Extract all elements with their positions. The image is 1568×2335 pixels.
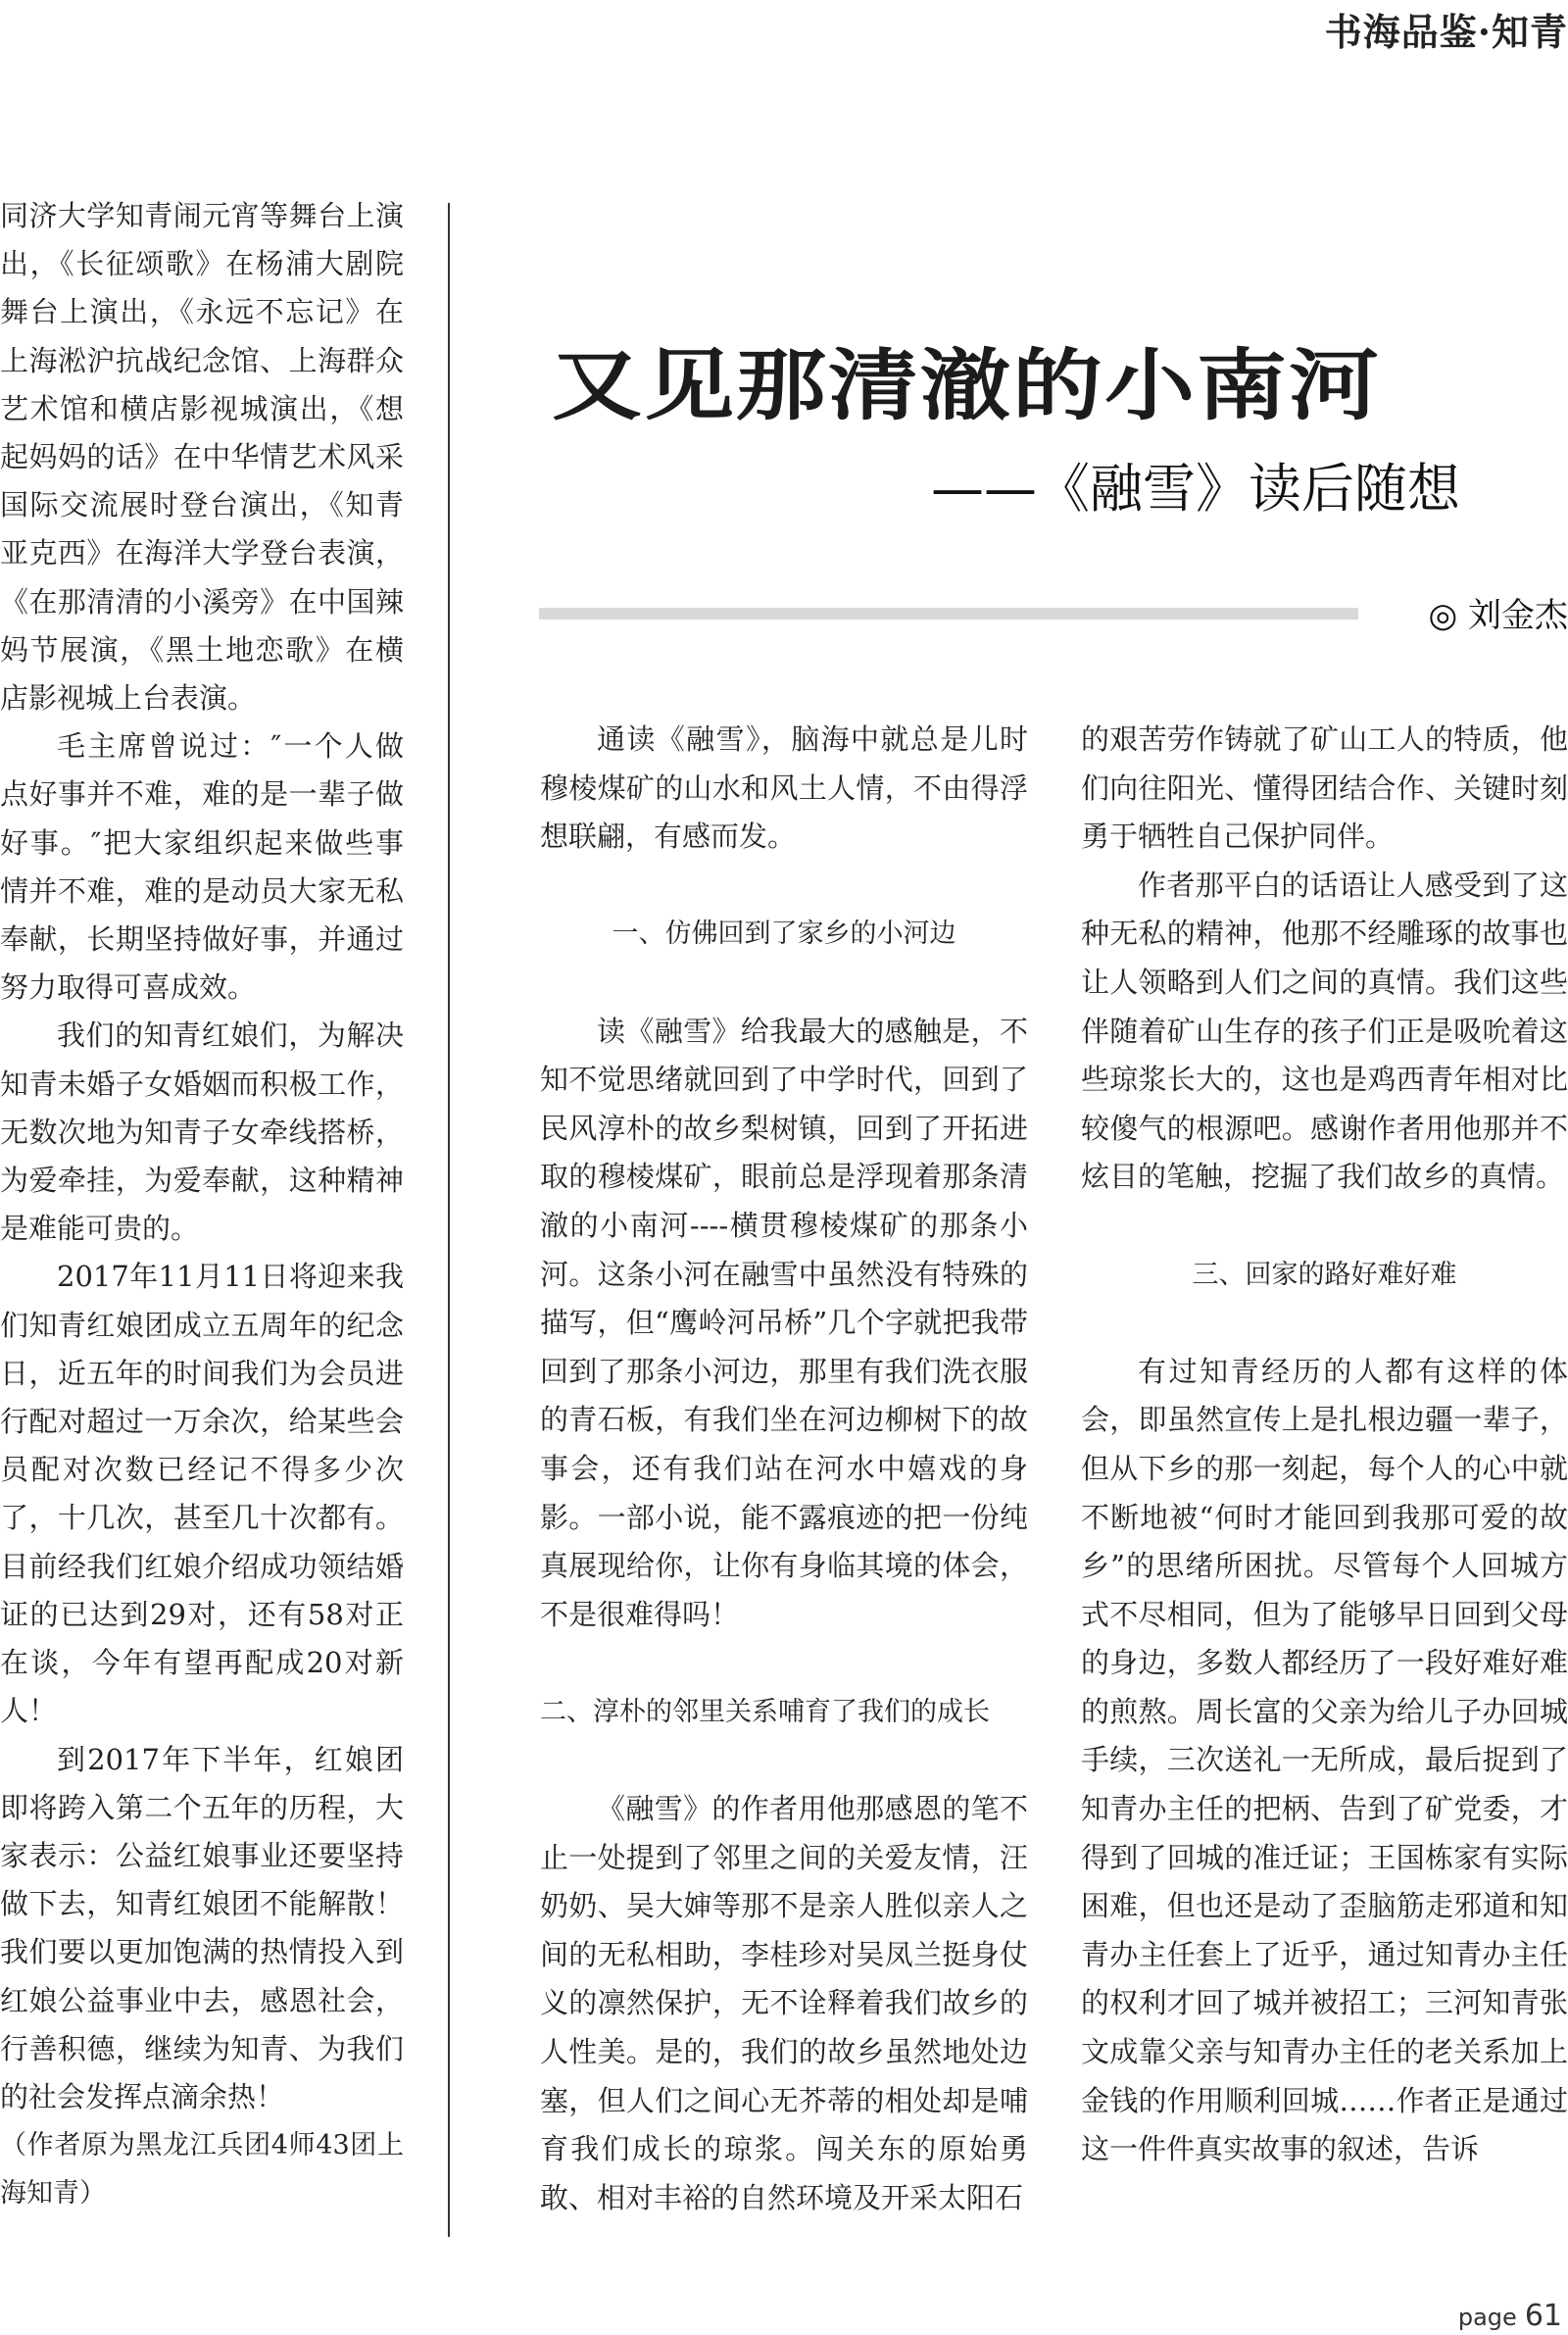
column-divider [448, 203, 450, 2237]
byline-rule [539, 608, 1358, 620]
page-number [1458, 2299, 1562, 2333]
paragraph: 毛主席曾说过：″一个人做点好事并不难，难的是一辈子做好事。″把大家组织起来做些事情并不难，难的是动员大家无私奉献，长期坚持做好事，并通过努力取得可喜成效。 [0, 729, 404, 1005]
article-title: 又见那清澈的小南河 [552, 340, 1382, 431]
paragraph: 同济大学知青闹元宵等舞台上演出，《长征颂歌》在杨浦大剧院舞台上演出，《永远不忘记》在上海淞沪抗战纪念馆、上海群众艺术馆和横店影视城演出，《想起妈妈的话》在中华情艺术风采国际交流展时登台演出，《知青亚克西》在海洋大学登台表演，《在那清清的小溪旁》在中国辣妈节展演，《黑土地恋歌》在横店影视城上台表演。 [0, 199, 404, 716]
intro-paragraph: 通读《融雪》，脑海中就总是儿时穆棱煤矿的山水和风土人情，不由得浮想联翩，有感而发。 [540, 722, 1028, 854]
section-heading: 二、淳朴的邻里关系哺育了我们的成长 [540, 1696, 990, 1727]
paragraph: 我们的知青红娘们，为解决知青未婚子女婚姻而积极工作，无数次地为知青子女牵线搭桥，为爱牵挂，为爱奉献，这种精神是难能可贵的。 [0, 1018, 404, 1246]
section-heading: 一、仿佛回到了家乡的小河边 [612, 919, 956, 950]
page-number-value: 61 [1524, 2299, 1562, 2333]
author-byline: ◎ 刘金杰 [1428, 596, 1568, 635]
article-subtitle: ——《融雪》读后随想 [931, 458, 1460, 520]
author-note: （作者原为黑龙江兵团4师43团上海知青） [0, 2130, 404, 2210]
article-column-2 [1081, 716, 1568, 2174]
section-heading: 三、回家的路好难好难 [1192, 1259, 1457, 1290]
section-tag: 书海品鉴·知青 [1324, 10, 1568, 54]
paragraph: 《融雪》的作者用他那感恩的笔不止一处提到了邻里之间的关爱友情，汪奶奶、吴大婶等那不是亲人胜似亲人之间的无私相助，李桂珍对吴凤兰挺身仗义的凛然保护，无不诠释着我们故乡的人性美。是的，我们的故乡虽然地处边塞，但人们之间心无芥蒂的相处却是哺育我们成长的琼浆。闯关东的原始勇敢、相对丰裕的自然环境及开采太阳石 [540, 1792, 1028, 2214]
paragraph: 的艰苦劳作铸就了矿山工人的特质，他们向往阳光、懂得团结合作、关键时刻勇于牺牲自己保护同伴。 [1081, 722, 1568, 854]
paragraph: 到2017年下半年，红娘团即将跨入第二个五年的历程，大家表示：公益红娘事业还要坚持做下去，知青红娘团不能解散！我们要以更加饱满的热情投入到红娘公益事业中去，感恩社会，行善积德，继续为知青、为我们的社会发挥点滴余热！ [0, 1742, 404, 2113]
paragraph: 读《融雪》给我最大的感触是，不知不觉思绪就回到了中学时代，回到了民风淳朴的故乡梨树镇，回到了开拓进取的穆棱煤矿，眼前总是浮现着那条清澈的小南河----横贯穆棱煤矿的那条小河。这条小河在融雪中虽然没有特殊的描写，但“鹰岭河吊桥”几个字就把我带回到了那条小河边，那里有我们洗衣服的青石板，有我们坐在河边柳树下的故事会，还有我们站在河水中嬉戏的身影。一部小说，能不露痕迹的把一份纯真展现给你，让你有身临其境的体会，不是很难得吗！ [540, 1014, 1028, 1631]
paragraph: 2017年11月11日将迎来我们知青红娘团成立五周年的纪念日，近五年的时间我们为会员进行配对超过一万余次，给某些会员配对次数已经记不得多少次了，十几次，甚至几十次都有。目前经我们红娘介绍成功领结婚证的已达到29对，还有58对正在谈，今年有望再配成20对新人！ [0, 1260, 404, 1728]
page-label: page [1457, 2304, 1517, 2331]
paragraph: 作者那平白的话语让人感受到了这种无私的精神，他那不经雕琢的故事也让人领略到人们之间的真情。我们这些伴随着矿山生存的孩子们正是吸吮着这些琼浆长大的，这也是鸡西青年相对比较傻气的根源吧。感谢作者用他那并不炫目的笔触，挖掘了我们故乡的真情。 [1081, 868, 1568, 1194]
article-column-1 [540, 716, 1028, 2222]
previous-article-column [0, 192, 404, 2218]
paragraph: 有过知青经历的人都有这样的体会，即虽然宣传上是扎根边疆一辈子，但从下乡的那一刻起，每个人的心中就不断地被“何时才能回到我那可爱的故乡”的思绪所困扰。尽管每个人回城方式不尽相同，但为了能够早日回到父母的身边，多数人都经历了一段好难好难的煎熬。周长富的父亲为给儿子办回城手续，三次送礼一无所成，最后捉到了知青办主任的把柄、告到了矿党委，才得到了回城的准迁证；王国栋家有实际困难，但也还是动了歪脑筋走邪道和知青办主任套上了近乎，通过知青办主任的权利才回了城并被招工；三河知青张文成靠父亲与知青办主任的老关系加上金钱的作用顺利回城……作者正是通过这一件件真实故事的叙述，告诉 [1081, 1354, 1568, 2166]
